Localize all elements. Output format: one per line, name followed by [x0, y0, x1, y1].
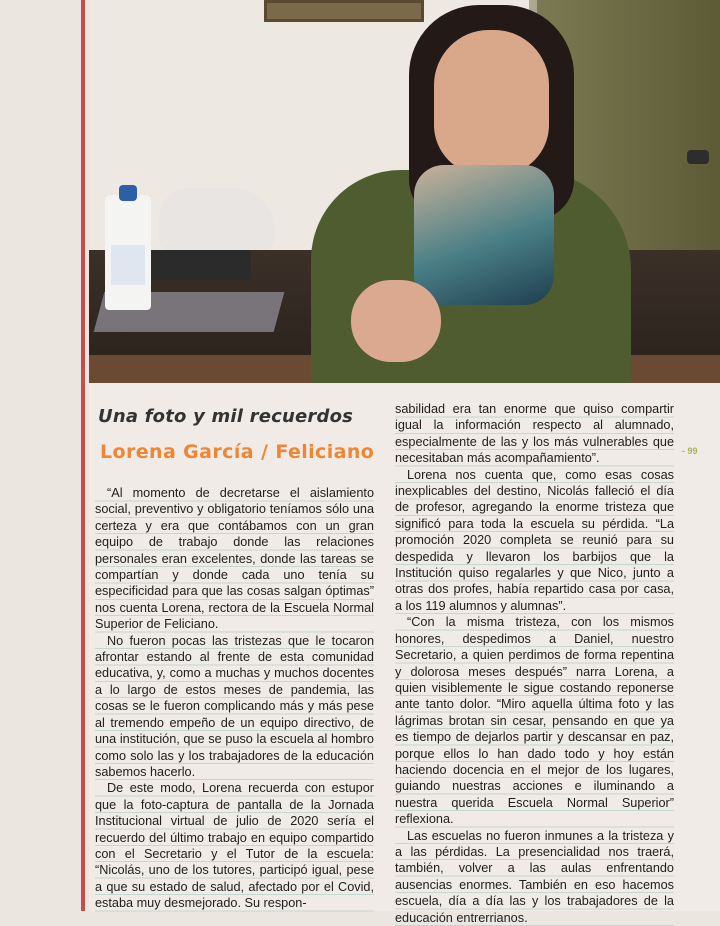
paragraph: “Al momento de decretarse el aislamiento social, preventivo y obligatorio teníamos sólo una certeza y era que contábamos con un gran equipo de trabajo donde las relaciones personales eran excelentes, donde las tareas se compartían y donde cada uno tenía su especificidad para que las cosas salgan óptimas” nos cuenta Lorena, rectora de la Escuela Normal Superior de Feliciano.	[95, 486, 374, 632]
article-title: Una foto y mil recuerdos	[98, 406, 354, 427]
margin-rule	[81, 0, 85, 911]
article-column-1	[95, 485, 374, 912]
paragraph: No fueron pocas las tristezas que le tocaron afrontar estando al frente de esta comunidad educativa, y, como a muchas y muchos docentes a lo largo de estos meses de pandemia, las cosas se le fueron complicando más y más pese al tremendo empeño de un equipo directivo, de una institución, que se puso la escuela al hombro como solo las y los trabajadores de la educación sabemos hacerlo.	[95, 633, 374, 779]
photo-bottle-label	[111, 245, 145, 285]
photo-bottle-cap	[119, 185, 137, 201]
portrait-photo	[89, 0, 720, 383]
paragraph: Las escuelas no fueron inmunes a la tristeza y a las pérdidas. La presencialidad nos traerá, también, volver a las aulas enfrentando ausencias enormes. También en eso hacemos escuela, día a día las y los trabajadores de la educación entrerrianos.	[395, 828, 674, 925]
page-margin	[0, 0, 81, 911]
page-number: - 99	[682, 446, 698, 456]
photo-person-scarf	[414, 165, 554, 305]
photo-person-face	[434, 30, 549, 175]
photo-person-hands	[351, 280, 441, 362]
photo-picture-frame	[264, 0, 424, 22]
paragraph-continued: sabilidad era tan enorme que quiso compartir igual la información respecto al alumnado, especialmente de las y los más vulnerables que necesitaban más acompañamiento”.	[395, 402, 674, 466]
photo-laptop	[151, 250, 251, 280]
photo-door-handle	[687, 150, 709, 164]
paragraph: De este modo, Lorena recuerda con estupor que la foto-captura de pantalla de la Jornada Institucional virtual de julio de 2020 sería el recuerdo del último trabajo en equipo compartido con el Secretario y el Tutor de la escuela: “Nicolás, uno de los tutores, participó igual, pese a que su estado de salud, afectado por el Covid, estaba muy desmejorado. Su respon-	[95, 781, 374, 911]
article-subtitle: Lorena García / Feliciano	[100, 441, 375, 463]
photo-cloth	[159, 188, 274, 250]
paragraph: “Con la misma tristeza, con los mismos honores, despedimos a Daniel, nuestro Secretario, a quien perdimos de forma repentina y dolorosa meses después” narra Lorena, a quien visiblemente le sigue costando reponerse ante tanto dolor. “Miro aquella última foto y las lágrimas brotan sin cesar, pensando en que ya es tiempo de dejarlos partir y descansar en paz, porque ellos lo han dado todo y hoy están haciendo docencia en el mejor de los lugares, guiando nuestras acciones e iluminando a nuestra querida Escuela Normal Superior” reflexiona.	[395, 615, 674, 827]
paragraph: Lorena nos cuenta que, como esas cosas inexplicables del destino, Nicolás falleció el día de profesor, agregando la enorme tristeza que significó para toda la escuela su pérdida. “La promoción 2020 completa se reunió para su despedida y llevaron los barbijos que la Institución quiso regalarles y que Nico, junto a otras dos profes, había repartido casa por casa, a los 119 alumnos y alumnas”.	[395, 467, 674, 613]
article-column-2	[395, 401, 674, 926]
